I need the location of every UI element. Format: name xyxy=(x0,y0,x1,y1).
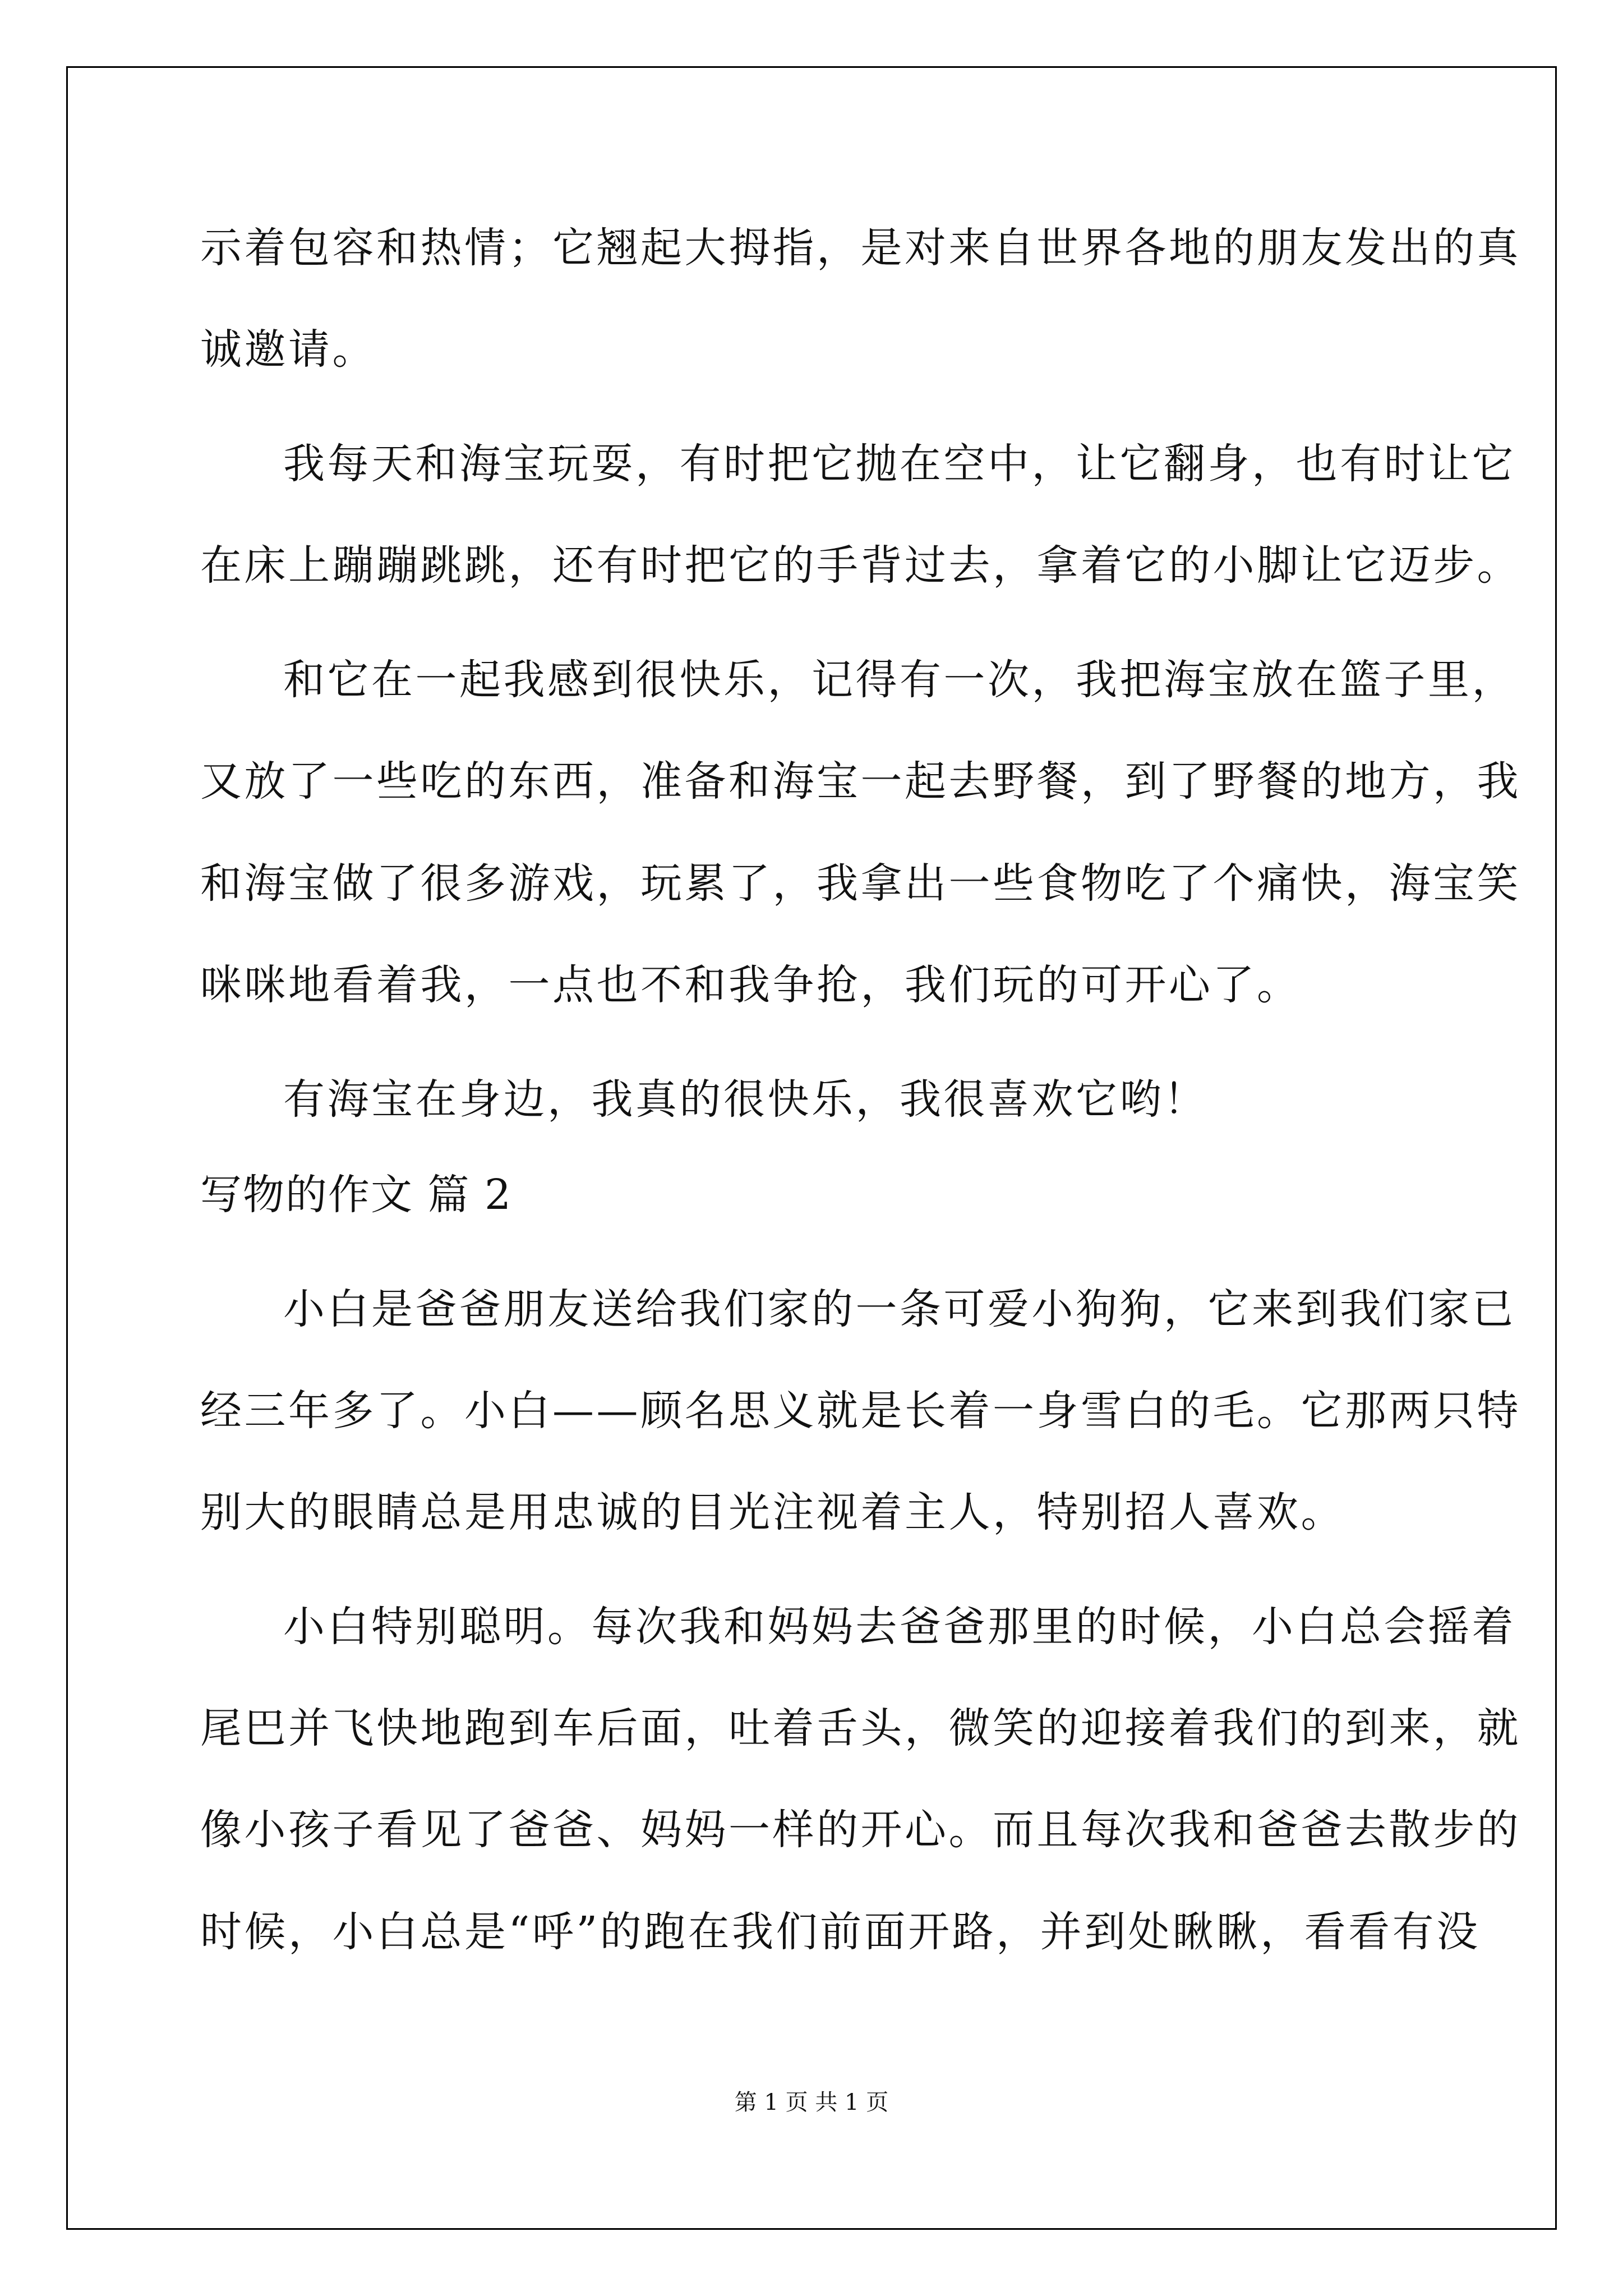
text-line: 示着包容和热情；它翘起大拇指，是对来自世界各地的朋友发出的真 xyxy=(200,224,1521,272)
text-line: 在床上蹦蹦跳跳，还有时把它的手背过去，拿着它的小脚让它迈步。 xyxy=(200,541,1521,590)
text-line: 小白是爸爸朋友送给我们家的一条可爱小狗狗，它来到我们家已 xyxy=(283,1285,1516,1333)
text-line: 又放了一些吃的东西，准备和海宝一起去野餐，到了野餐的地方，我 xyxy=(200,757,1521,806)
text-line: 像小孩子看见了爸爸、妈妈一样的开心。而且每次我和爸爸去散步的 xyxy=(200,1806,1521,1854)
text-line: 经三年多了。小白——顾名思义就是长着一身雪白的毛。它那两只特 xyxy=(200,1387,1521,1435)
text-line: 别大的眼睛总是用忠诚的目光注视着主人，特别招人喜欢。 xyxy=(200,1488,1345,1536)
text-line: 诚邀请。 xyxy=(200,325,376,374)
text-line: 和它在一起我感到很快乐，记得有一次，我把海宝放在篮子里， xyxy=(283,656,1516,704)
text-line: 尾巴并飞快地跑到车后面，吐着舌头，微笑的迎接着我们的到来，就 xyxy=(200,1704,1521,1752)
text-line: 我每天和海宝玩耍，有时把它抛在空中，让它翻身，也有时让它 xyxy=(283,440,1516,488)
section-heading: 写物的作文 篇 2 xyxy=(200,1171,513,1219)
text-line: 时候，小白总是“呼”的跑在我们前面开路，并到处瞅瞅，看看有没 xyxy=(200,1908,1481,1956)
text-line: 小白特别聪明。每次我和妈妈去爸爸那里的时候，小白总会摇着 xyxy=(283,1603,1516,1651)
text-line: 有海宝在身边，我真的很快乐，我很喜欢它哟！ xyxy=(283,1075,1208,1124)
text-line: 和海宝做了很多游戏，玩累了，我拿出一些食物吃了个痛快，海宝笑 xyxy=(200,859,1521,908)
text-line: 咪咪地看着我，一点也不和我争抢，我们玩的可开心了。 xyxy=(200,961,1301,1009)
page-footer: 第 1 页 共 1 页 xyxy=(734,2090,889,2115)
